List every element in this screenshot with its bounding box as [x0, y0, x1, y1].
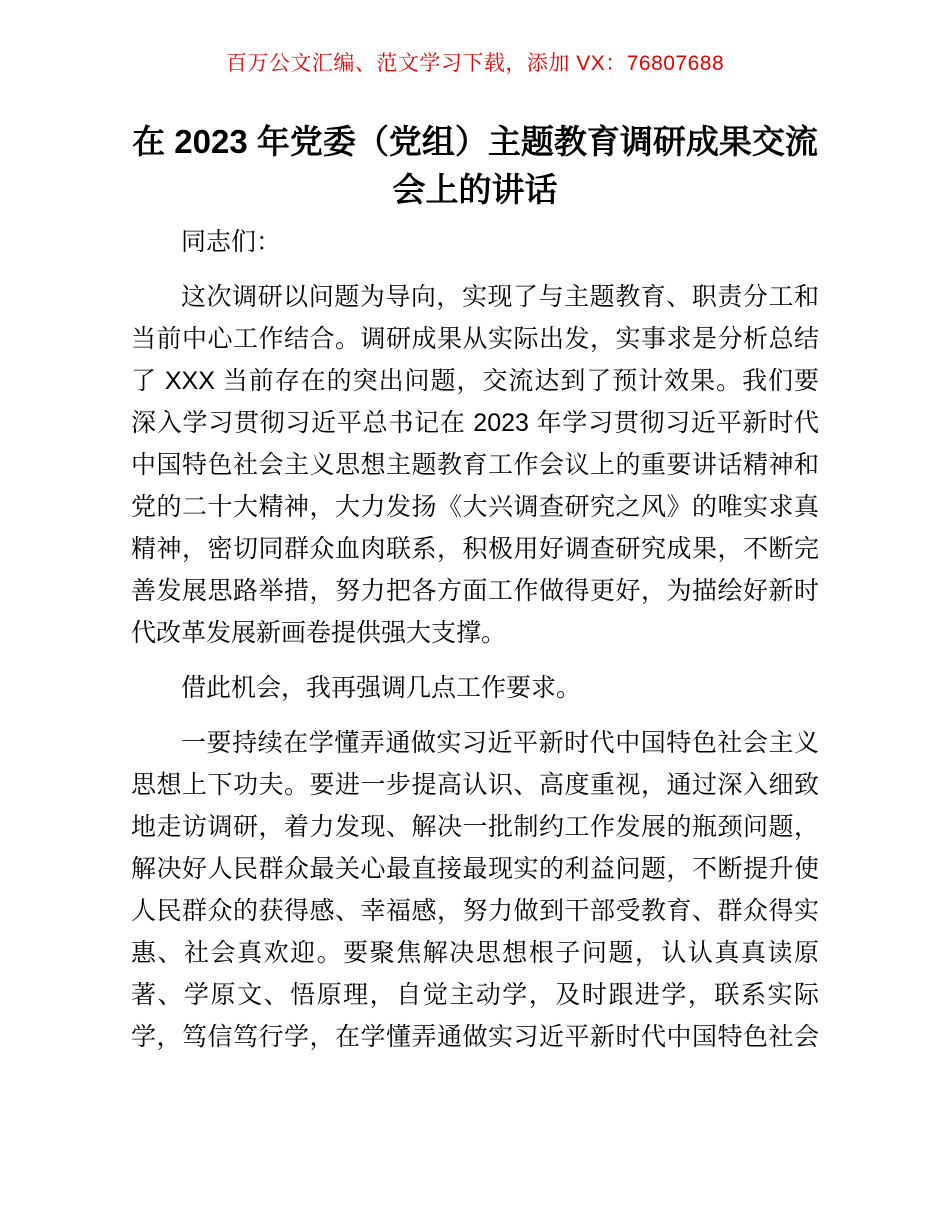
text-line: 学，笃信笃行学，在学懂弄通做实习近平新时代中国特色社会 [131, 1023, 819, 1051]
salutation-paragraph [131, 221, 819, 263]
text-line: 著、学原文、悟原理，自觉主动学，及时跟进学，联系实际 [131, 981, 819, 1009]
title-line-1: 在 2023 年党委（党组）主题教育调研成果交流 [132, 123, 818, 160]
text-line: 当前中心工作结合。调研成果从实际出发，实事求是分析总结 [131, 325, 819, 353]
title-line-2: 会上的讲话 [392, 171, 558, 208]
document-title [95, 118, 855, 214]
promo-banner: 百万公文汇编、范文学习下载，添加 VX：76807688 [225, 52, 725, 75]
text-line: 深入学习贯彻习近平总书记在 2023 年学习贯彻习近平新时代 [131, 409, 819, 437]
text-line: 精神，密切同群众血肉联系，积极用好调查研究成果，不断完 [131, 535, 819, 563]
text-line: 代改革发展新画卷提供强大支撑。 [131, 619, 507, 647]
text-line: 思想上下功夫。要进一步提高认识、高度重视，通过深入细致 [131, 771, 819, 799]
text-line: 一要持续在学懂弄通做实习近平新时代中国特色社会主义 [181, 729, 819, 757]
text-line: 人民群众的获得感、幸福感，努力做到干部受教育、群众得实 [131, 897, 819, 925]
paragraph-1 [131, 276, 819, 654]
text-line: 善发展思路举措，努力把各方面工作做得更好，为描绘好新时 [131, 577, 819, 605]
document-body [131, 221, 819, 1058]
paragraph-2 [131, 667, 819, 709]
text-line: 惠、社会真欢迎。要聚焦解决思想根子问题，认认真真读原 [131, 939, 819, 967]
text-line: 借此机会，我再强调几点工作要求。 [181, 674, 582, 702]
text-line: 了 XXX 当前存在的突出问题，交流达到了预计效果。我们要 [131, 367, 819, 395]
salutation: 同志们： [181, 228, 282, 256]
text-line: 中国特色社会主义思想主题教育工作会议上的重要讲话精神和 [131, 451, 819, 479]
text-line: 地走访调研，着力发现、解决一批制约工作发展的瓶颈问题， [131, 813, 819, 841]
text-line: 党的二十大精神，大力发扬《大兴调查研究之风》的唯实求真 [131, 493, 819, 521]
text-line: 这次调研以问题为导向，实现了与主题教育、职责分工和 [181, 283, 819, 311]
paragraph-3 [131, 722, 819, 1058]
text-line: 解决好人民群众最关心最直接最现实的利益问题，不断提升使 [131, 855, 819, 883]
